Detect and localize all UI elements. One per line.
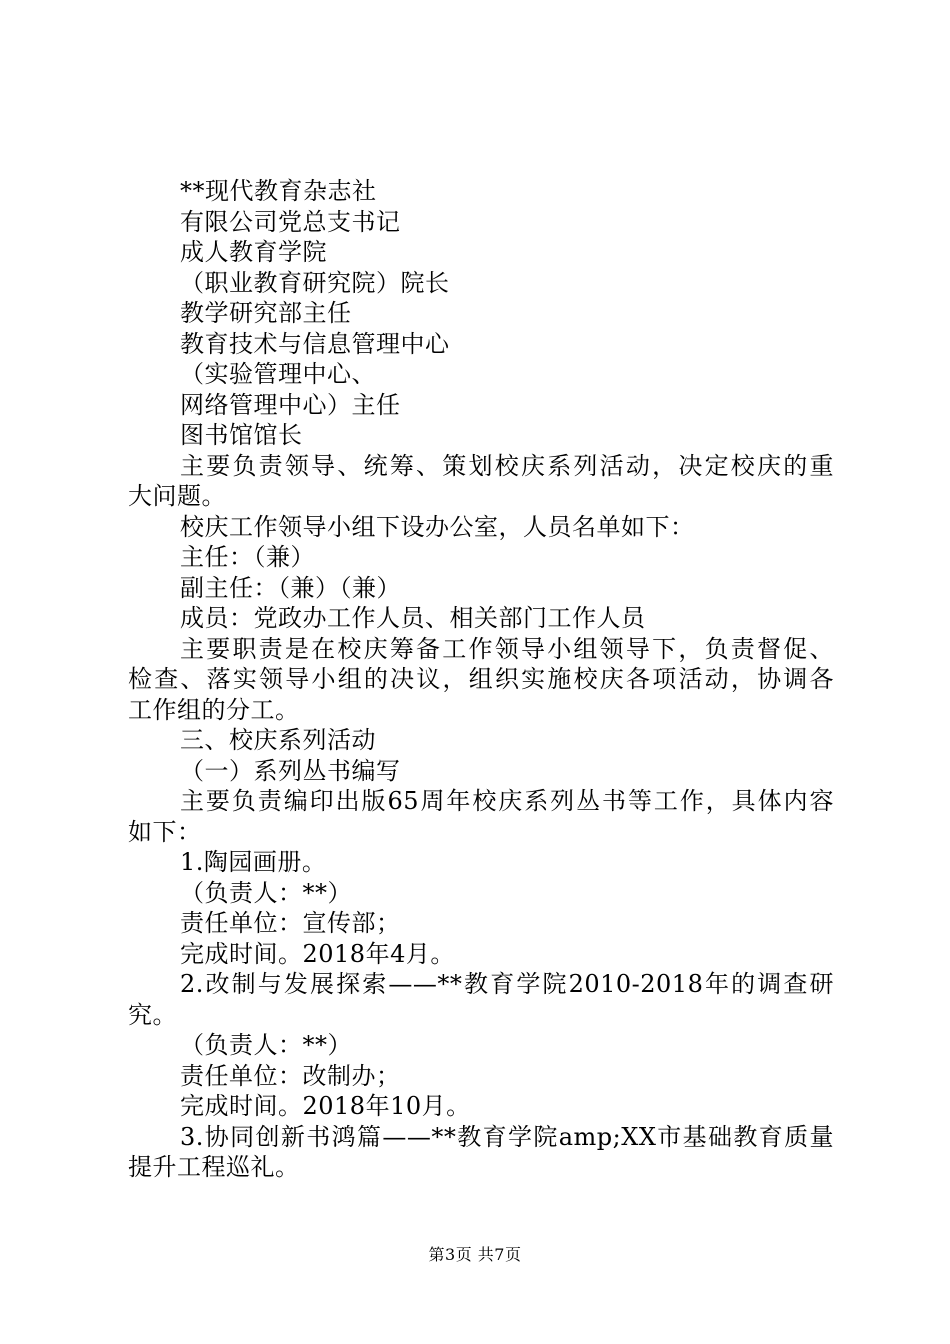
text-line: 主要负责编印出版65周年校庆系列丛书等工作，具体内容 (180, 787, 834, 815)
text-line: 成员：党政办工作人员、相关部门工作人员 (180, 604, 646, 632)
text-line: 提升工程巡礼。 (128, 1153, 300, 1181)
text-line: 主要职责是在校庆筹备工作领导小组领导下，负责督促、 (180, 634, 834, 663)
text-line: 三、校庆系列活动 (180, 726, 376, 754)
text-line: （一）系列丛书编写 (180, 756, 401, 785)
text-line: 教育技术与信息管理中心 (180, 329, 450, 358)
text-line: 教学研究部主任 (180, 299, 352, 327)
text-line: （实验管理中心、 (180, 360, 376, 388)
text-line: 检查、落实领导小组的决议，组织实施校庆各项活动，协调各 (128, 665, 834, 693)
text-line: **现代教育杂志社 (180, 177, 377, 205)
text-line: 网络管理中心）主任 (180, 390, 401, 419)
document-body (128, 176, 834, 1183)
text-line: 1.陶园画册。 (180, 848, 327, 876)
text-line: 究。 (128, 1000, 177, 1029)
text-line: 责任单位：改制办； (180, 1061, 401, 1090)
page-footer: 第3页 共7页 (428, 1245, 522, 1264)
text-line: 成人教育学院 (180, 238, 327, 266)
text-line: 完成时间。2018年10月。 (180, 1092, 471, 1120)
text-line: 有限公司党总支书记 (180, 207, 401, 236)
text-line: （负责人：**） (180, 1031, 352, 1059)
text-line: 2.改制与发展探索——**教育学院2010-2018年的调查研 (180, 970, 834, 998)
text-line: 副主任：（兼）（兼） (180, 573, 401, 602)
text-line: 3.协同创新书鸿篇——**教育学院amp;XX市基础教育质量 (180, 1122, 834, 1151)
text-line: （职业教育研究院）院长 (180, 268, 450, 297)
text-line: 责任单位：宣传部； (180, 909, 401, 937)
text-line: 工作组的分工。 (128, 695, 300, 724)
text-line: 大问题。 (128, 482, 226, 510)
text-line: 如下： (128, 817, 202, 846)
text-line: 完成时间。2018年4月。 (180, 939, 455, 968)
text-line: （负责人：**） (180, 878, 352, 907)
text-line: 图书馆馆长 (180, 421, 303, 449)
text-line: 校庆工作领导小组下设办公室，人员名单如下： (180, 512, 695, 541)
text-line: 主任：（兼） (180, 543, 315, 571)
text-line: 主要负责领导、统筹、策划校庆系列活动，决定校庆的重 (180, 451, 834, 480)
